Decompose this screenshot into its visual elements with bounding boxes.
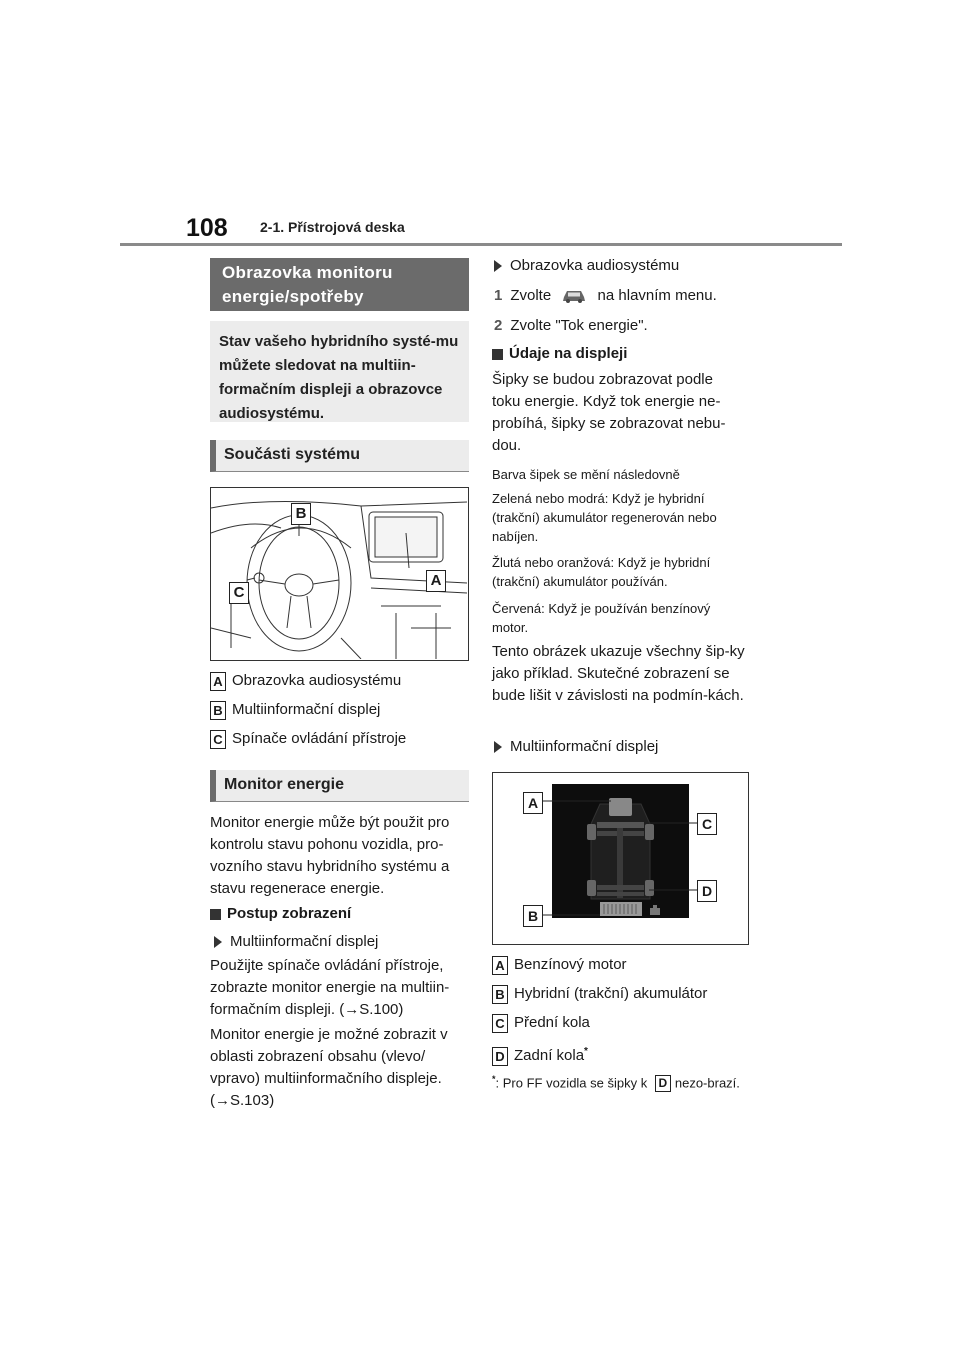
legend-tag-b: B bbox=[210, 701, 226, 720]
legend2-text-a: Benzínový motor bbox=[514, 956, 627, 973]
fig1-label-c: C bbox=[229, 582, 249, 604]
legend-text-c: Spínače ovládání přístroje bbox=[232, 730, 407, 747]
footnote: *: Pro FF vozidla se šipky k D nezo-brazí. bbox=[492, 1074, 740, 1091]
display-heading: Údaje na displeji bbox=[492, 343, 627, 365]
page-number: 108 bbox=[186, 214, 228, 242]
audio-bullet: Obrazovka audiosystému bbox=[494, 255, 679, 277]
fig2-label-d: D bbox=[697, 880, 717, 902]
step-1: 1 Zvolte na hlavním menu. bbox=[494, 287, 717, 304]
triangle-bullet-icon bbox=[494, 741, 502, 753]
multi-bullet-right: Multiinformační displej bbox=[494, 736, 658, 758]
fig2-label-b: B bbox=[523, 905, 543, 927]
legend2-text-d: Zadní kola bbox=[514, 1047, 585, 1064]
fig2-label-a: A bbox=[523, 792, 543, 814]
monitor-text: Monitor energie může být použit pro kontrolu stavu pohonu vozidla, pro-vozního stavu hybridního systému a stavu regenerace energie. bbox=[210, 814, 450, 897]
display-text: Šipky se budou zobrazovat podle toku energie. Když tok energie ne-probíhá, šipky se zobrazovat nebu-dou. bbox=[492, 371, 726, 454]
multi-bullet-left: Multiinformační displej bbox=[214, 931, 378, 953]
legend-tag-a: A bbox=[210, 672, 226, 691]
color-title: Barva šipek se mění následovně bbox=[492, 467, 680, 482]
legend2-item-d bbox=[492, 1041, 588, 1067]
square-bullet-icon bbox=[492, 349, 503, 360]
legend2-tag-c: C bbox=[492, 1014, 508, 1033]
legend-item-a bbox=[210, 670, 401, 692]
components-heading: Součásti systému bbox=[210, 440, 469, 472]
legend2-text-c: Přední kola bbox=[514, 1014, 590, 1031]
footnote-ref: * bbox=[584, 1046, 588, 1057]
step-2: 2 Zvolte "Tok energie". bbox=[494, 317, 648, 334]
monitor-heading: Monitor energie bbox=[210, 770, 469, 802]
color-red: Červená: Když je používán benzínový motor. bbox=[492, 601, 711, 635]
section-title: 2-1. Přístrojová deska bbox=[260, 219, 405, 235]
energy-monitor-figure bbox=[492, 772, 749, 945]
fig2-label-c: C bbox=[697, 813, 717, 835]
legend-text-b: Multiinformační displej bbox=[232, 701, 381, 718]
triangle-bullet-icon bbox=[494, 260, 502, 272]
legend2-tag-b: B bbox=[492, 985, 508, 1004]
legend2-tag-d: D bbox=[492, 1047, 508, 1066]
header-rule bbox=[120, 243, 842, 246]
page-title: Obrazovka monitoru energie/spotřeby bbox=[210, 258, 469, 311]
fig1-label-a: A bbox=[426, 570, 446, 592]
triangle-bullet-icon bbox=[214, 936, 222, 948]
dashboard-figure bbox=[210, 487, 469, 661]
legend2-item-a bbox=[492, 954, 627, 976]
legend2-item-c bbox=[492, 1012, 590, 1034]
example-text: Tento obrázek ukazuje všechny šip-ky jako příklad. Skutečné zobrazení se bude lišit v závislosti na podmín-kách. bbox=[492, 643, 745, 704]
color-yellow: Žlutá nebo oranžová: Když je hybridní (trakční) akumulátor používán. bbox=[492, 555, 711, 589]
intro-box: Stav vašeho hybridního systé-mu můžete sledovat na multiin-formačním displeji a obrazovce audiosystému. bbox=[210, 321, 469, 422]
fig1-label-b: B bbox=[291, 503, 311, 525]
multi-text-2: Monitor energie je možné zobrazit v oblasti zobrazení obsahu (vlevo/ vpravo) multiinformačního displeje. (→S.103) bbox=[210, 1026, 448, 1109]
square-bullet-icon bbox=[210, 909, 221, 920]
footnote-tag-d: D bbox=[655, 1075, 671, 1092]
color-green: Zelená nebo modrá: Když je hybridní (trakční) akumulátor regenerován nebo nabíjen. bbox=[492, 491, 717, 544]
procedure-heading: Postup zobrazení bbox=[210, 903, 351, 925]
legend2-text-b: Hybridní (trakční) akumulátor bbox=[514, 985, 708, 1002]
legend-item-c bbox=[210, 728, 406, 750]
legend2-tag-a: A bbox=[492, 956, 508, 975]
legend-item-b bbox=[210, 699, 380, 721]
legend2-item-b bbox=[492, 983, 707, 1005]
car-icon bbox=[561, 288, 587, 304]
multi-text: Použijte spínače ovládání přístroje, zobrazte monitor energie na multiin-formačním displeji. (→S.100) bbox=[210, 957, 450, 1018]
legend-tag-c: C bbox=[210, 730, 226, 749]
legend-text-a: Obrazovka audiosystému bbox=[232, 672, 402, 689]
